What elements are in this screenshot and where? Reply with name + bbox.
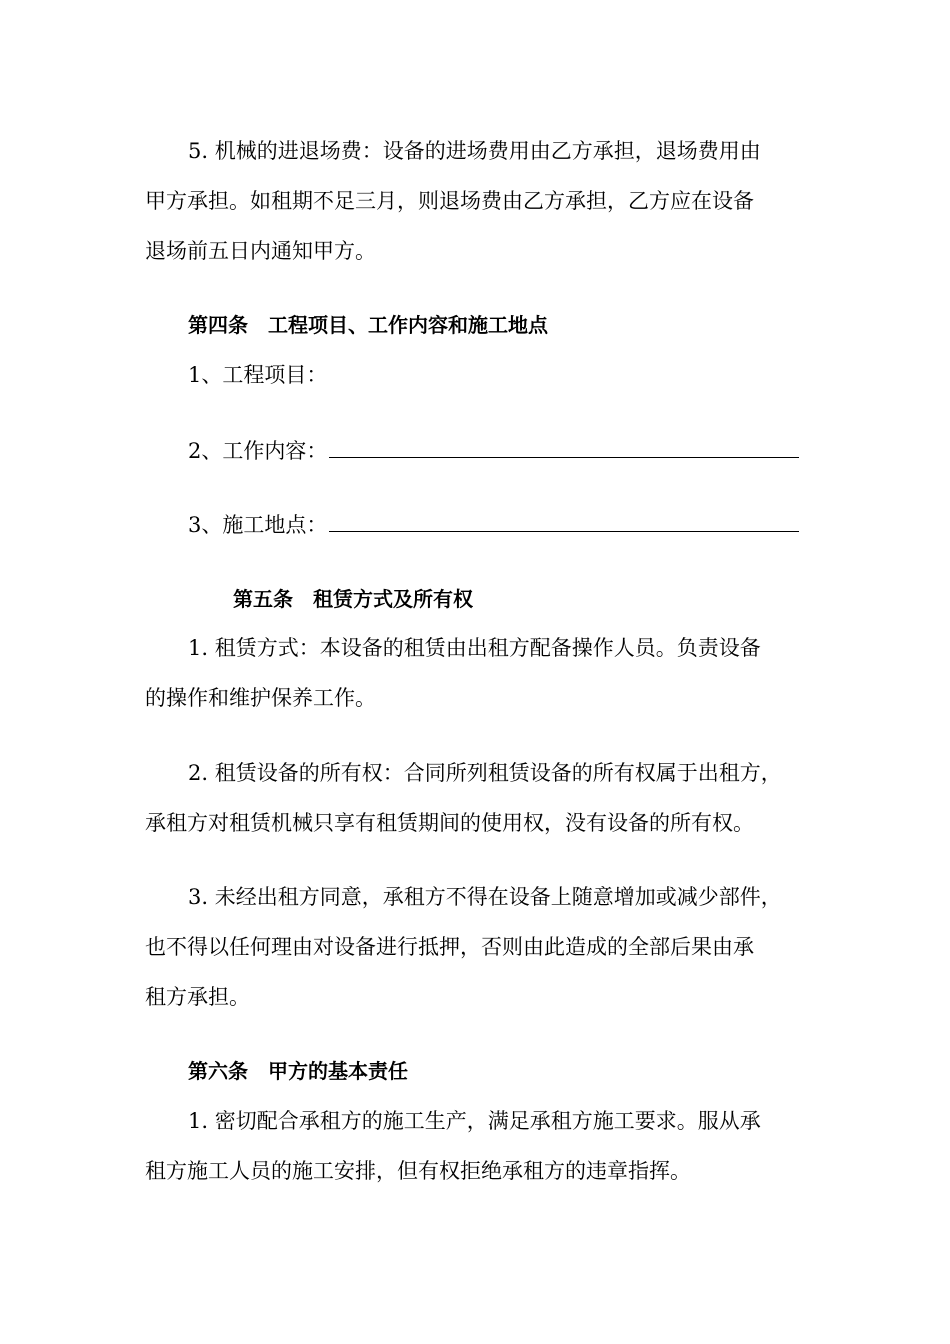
clause4-item2-row [188, 435, 799, 465]
clause3-item5-line1: 5. 机械的进退场费：设备的进场费用由乙方承担，退场费用由 [188, 139, 761, 163]
clause4-item1: 1、工程项目： [188, 363, 328, 387]
clause3-item5-line3: 退场前五日内通知甲方。 [145, 239, 376, 263]
clause4-item3-row [188, 509, 799, 539]
clause4-item2-label: 2、工作内容： [188, 439, 328, 463]
clause5-item3-line2: 也不得以任何理由对设备进行抵押，否则由此造成的全部后果由承 [145, 935, 754, 959]
clause5-heading: 第五条 租赁方式及所有权 [233, 587, 473, 611]
clause6-item1-line2: 租方施工人员的施工安排，但有权拒绝承租方的违章指挥。 [145, 1159, 691, 1183]
fill-in-blank-line [329, 435, 799, 458]
clause6-item1-line1: 1. 密切配合承租方的施工生产，满足承租方施工要求。服从承 [188, 1109, 761, 1133]
clause5-item1-line1: 1. 租赁方式：本设备的租赁由出租方配备操作人员。负责设备 [188, 636, 761, 660]
clause3-item5-line2: 甲方承担。如租期不足三月，则退场费由乙方承担，乙方应在设备 [145, 189, 754, 213]
clause4-item3-label: 3、施工地点： [188, 513, 328, 537]
clause5-item3-line1: 3. 未经出租方同意，承租方不得在设备上随意增加或减少部件， [188, 885, 782, 909]
fill-in-blank-line [329, 509, 799, 532]
clause5-item2-line2: 承租方对租赁机械只享有租赁期间的使用权，没有设备的所有权。 [145, 811, 754, 835]
clause5-item2-line1: 2. 租赁设备的所有权：合同所列租赁设备的所有权属于出租方， [188, 761, 782, 785]
clause5-item3-line3: 租方承担。 [145, 985, 250, 1009]
clause6-heading: 第六条 甲方的基本责任 [188, 1059, 408, 1083]
clause4-heading: 第四条 工程项目、工作内容和施工地点 [188, 313, 548, 337]
clause5-item1-line2: 的操作和维护保养工作。 [145, 686, 376, 710]
